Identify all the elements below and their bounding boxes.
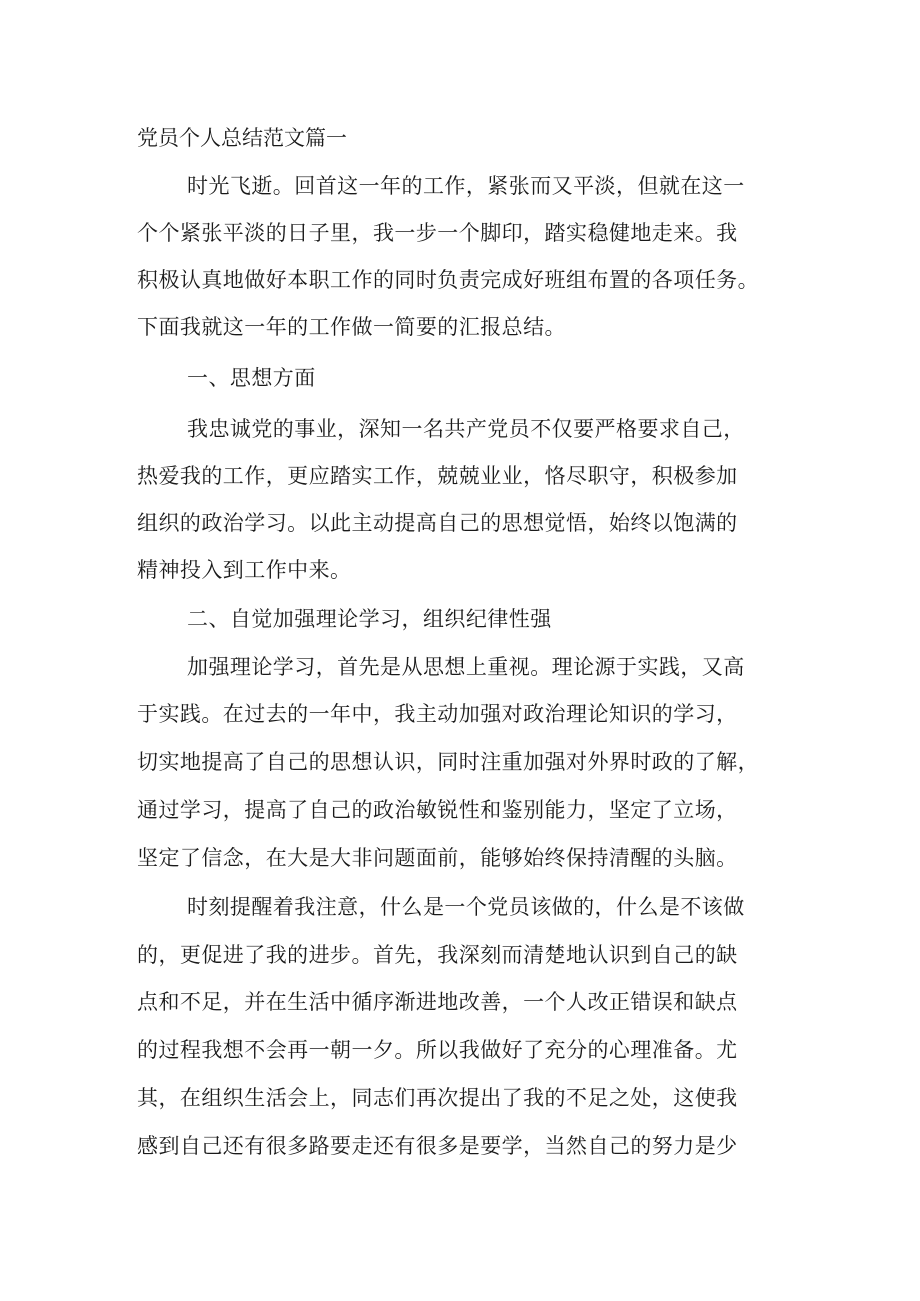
paragraph-line: 加强理论学习，首先是从思想上重视。理论源于实践，又高 [187,655,745,679]
paragraph-line: 点和不足，并在生活中循序渐进地改善，一个人改正错误和缺点 [137,990,738,1014]
document-title: 党员个人总结范文篇一 [137,126,347,150]
paragraph-line: 感到自己还有很多路要走还有很多是要学，当然自己的努力是少 [137,1134,738,1158]
paragraph-line: 坚定了信念，在大是大非问题面前，能够始终保持清醒的头脑。 [137,846,738,870]
paragraph-line: 的过程我想不会再一朝一夕。所以我做好了充分的心理准备。尤 [137,1038,738,1062]
paragraph-line: 我忠诚党的事业，深知一名共产党员不仅要严格要求自己， [187,417,745,441]
section-heading: 二、自觉加强理论学习，组织纪律性强 [187,607,552,631]
paragraph-line: 积极认真地做好本职工作的同时负责完成好班组布置的各项任务。 [137,268,760,292]
paragraph-line: 于实践。在过去的一年中，我主动加强对政治理论知识的学习， [137,702,738,726]
paragraph-line: 其，在组织生活会上，同志们再次提出了我的不足之处，这使我 [137,1086,738,1110]
paragraph-line: 通过学习，提高了自己的政治敏锐性和鉴别能力，坚定了立场， [137,798,738,822]
paragraph-line: 切实地提高了自己的思想认识，同时注重加强对外界时政的了解， [137,750,760,774]
paragraph-line: 组织的政治学习。以此主动提高自己的思想觉悟，始终以饱满的 [137,511,738,535]
paragraph-line: 精神投入到工作中来。 [137,558,352,582]
section-heading: 一、思想方面 [187,366,316,390]
paragraph-line: 时光飞逝。回首这一年的工作，紧张而又平淡，但就在这一 [187,174,745,198]
paragraph-line: 时刻提醒着我注意，什么是一个党员该做的，什么是不该做 [187,895,745,919]
paragraph-line: 的，更促进了我的进步。首先，我深刻而清楚地认识到自己的缺 [137,943,738,967]
paragraph-line: 热爱我的工作，更应踏实工作，兢兢业业，恪尽职守，积极参加 [137,464,738,488]
paragraph-line: 下面我就这一年的工作做一简要的汇报总结。 [137,315,566,339]
paragraph-line: 个个紧张平淡的日子里，我一步一个脚印，踏实稳健地走来。我 [137,221,738,245]
